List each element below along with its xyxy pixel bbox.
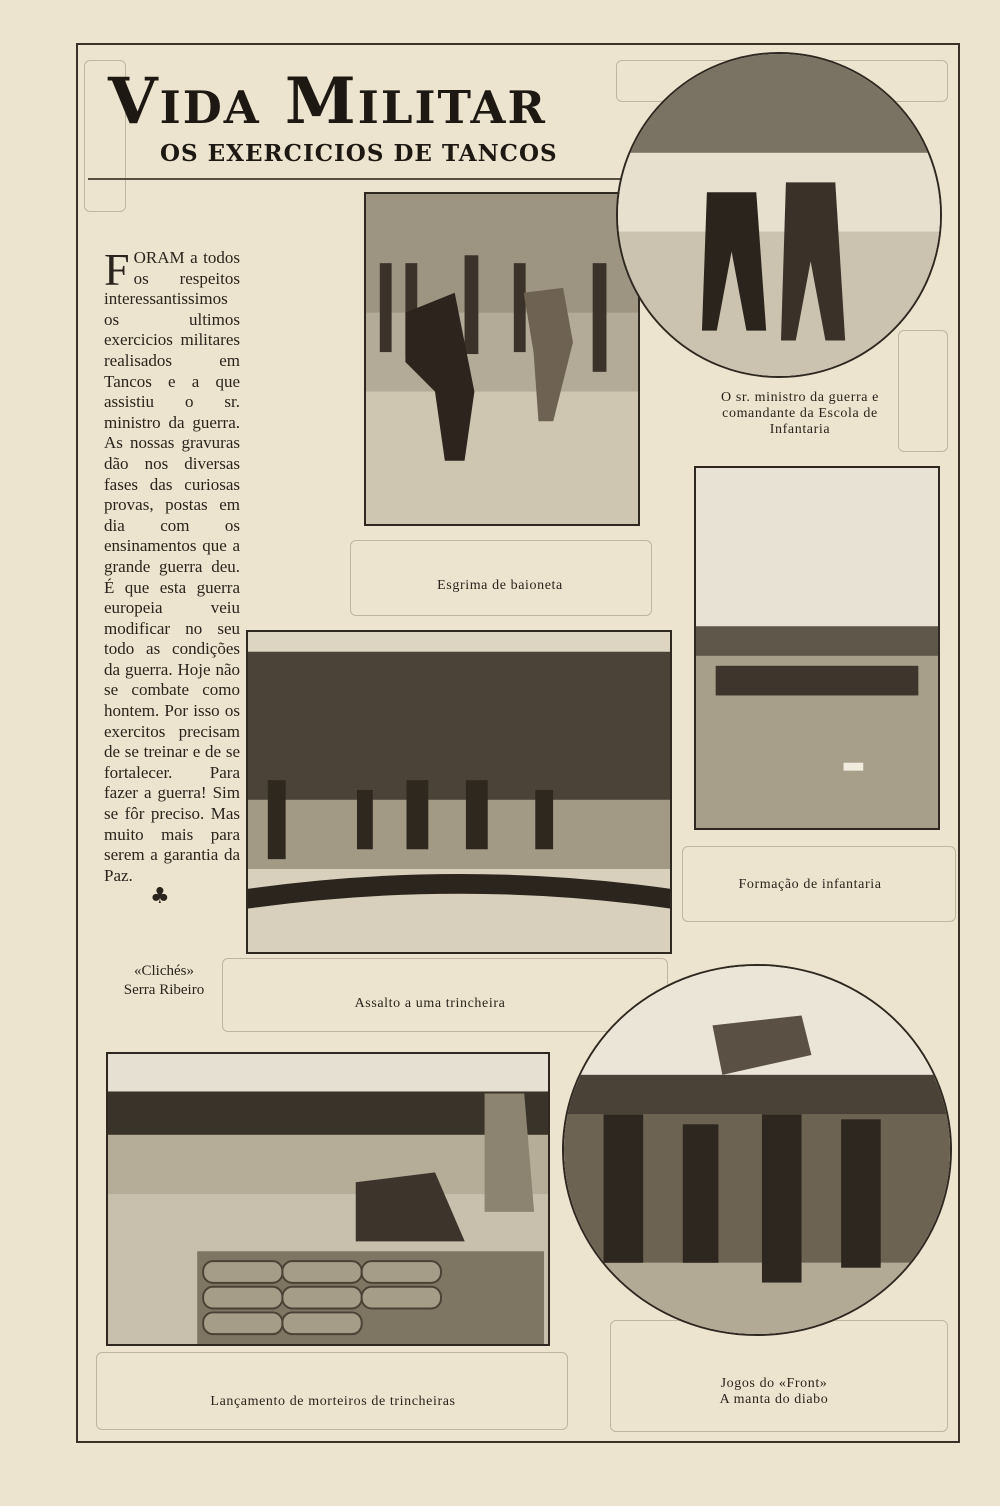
club-ornament-icon: ♣ <box>150 884 170 909</box>
page-subtitle: OS EXERCICIOS DE TANCOS <box>160 140 558 167</box>
title-rule <box>88 178 628 180</box>
article-text: ORAM a todos os respeitos interessantissimos os ultimos exercicios militares realisados em Tancos e a que assistiu o sr. ministro da guerra. As nossas gravuras dão nos diversas fases das curiosas provas, postas em dia com os ensinamentos que a grande guerra deu. É que esta guerra europeia veiu modificar no seu todo as condições da guerra. Hoje não se combate como hontem. Por isso os exercitos precisam de se treinar e de se fortalecer. Para fazer a guerra! Sim se fôr preciso. Mas muito mais para serem a garantia da Paz. <box>104 248 240 885</box>
caption-bayonet: Esgrima de baioneta <box>437 578 563 593</box>
photo-mortars <box>106 1052 550 1346</box>
photo-assault <box>246 630 672 954</box>
caption-games-title: Jogos do «Front» <box>720 1376 828 1391</box>
caption-games-subtitle: A manta do diabo <box>719 1392 829 1407</box>
scroll-ornament <box>96 1352 568 1430</box>
scroll-ornament <box>222 958 668 1032</box>
credit-name: Serra Ribeiro <box>123 982 205 998</box>
caption-games <box>676 1376 872 1408</box>
photo-formation <box>694 466 940 830</box>
photo-games <box>562 964 952 1336</box>
page-title: Vida Militar <box>108 64 547 139</box>
photo-minister <box>616 52 942 378</box>
credit-label: «Clichés» <box>134 963 194 979</box>
caption-assault: Assalto a uma trincheira <box>354 996 506 1011</box>
photo-bayonet <box>364 192 640 526</box>
caption-minister: O sr. ministro da guerra e comandante da Escola de Infantaria <box>721 390 879 437</box>
photo-credit <box>102 962 226 1000</box>
caption-formation: Formação de infantaria <box>738 877 882 892</box>
drop-cap: F <box>104 244 130 295</box>
caption-mortars: Lançamento de morteiros de trincheiras <box>210 1394 456 1409</box>
